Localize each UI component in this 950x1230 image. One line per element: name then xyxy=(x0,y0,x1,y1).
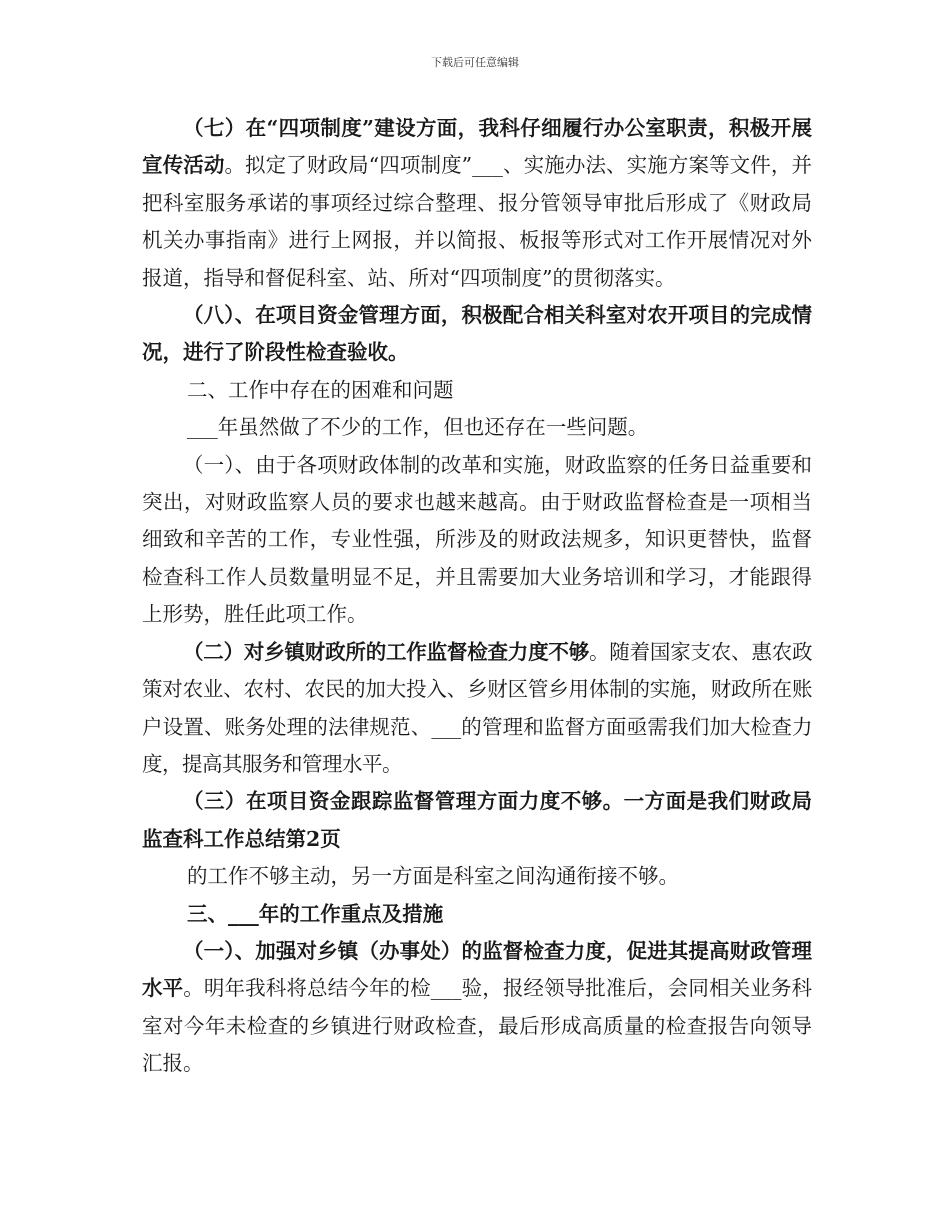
problem-one: （一）、由于各项财政体制的改革和实施，财政监察的任务日益重要和突出，对财政监察人员的要求也越来越高。由于财政监督检查是一项相当细致和辛苦的工作，专业性强，所涉及的财政法规多，知识更替快，监督检查科工作人员数量明显不足，并且需要加大业务培训和学习，才能跟得上形势，胜任此项工作。 xyxy=(142,452,812,627)
document-body xyxy=(142,110,812,1083)
measure-one-lead: （一）、加强对乡镇（办事处）的监督检查力度，促进其提高财政管理水平 xyxy=(142,938,812,1001)
paragraph-seven-lead: （七）在“四项制度”建设方面，我科仔细履行办公室职责，积极开展宣传活动 xyxy=(142,116,812,178)
measure-one xyxy=(142,933,812,1083)
problem-three: （三）在项目资金跟踪监督管理方面力度不够。一方面是我们财政局监查科工作总结第2页 xyxy=(142,789,812,851)
section-two-intro: ___年虽然做了不少的工作，但也还存在一些问题。 xyxy=(187,415,649,440)
problem-two-text: 。随着国家支农、惠农政策对农业、农村、农民的加大投入、乡财区管乡用体制的实施，财政所在账户设置、账务处理的法律规范、___的管理和监督方面亟需我们加大检查力度，提高其服务和管理水平。 xyxy=(142,639,812,776)
problem-two-lead: （二）对乡镇财政所的工作监督检查力度不够 xyxy=(183,639,589,664)
problem-two xyxy=(142,634,812,784)
paragraph-seven-text: 。拟定了财政局“四项制度”___、实施办法、实施方案等文件，并把科室服务承诺的事项经过综合整理、报分管领导审批后形成了《财政局机关办事指南》进行上网报，并以简报、板报等形式对工作开展情况对外报道，指导和督促科室、站、所对“四项制度”的贯彻落实。 xyxy=(142,153,813,290)
paragraph-seven xyxy=(142,110,812,297)
section-heading-two: 二、工作中存在的困难和问题 xyxy=(187,377,454,402)
page-header: 下载后可任意编辑 xyxy=(431,56,519,69)
measure-one-text: 。明年我科将总结今年的检___验，报经领导批准后，会同相关业务科室对今年未检查的乡镇进行财政检查，最后形成高质量的检查报告向领导汇报。 xyxy=(142,976,813,1076)
section-heading-three: 三、___年的工作重点及措施 xyxy=(187,901,444,926)
paragraph-eight: （八）、在项目资金管理方面，积极配合相关科室对农开项目的完成情况，进行了阶段性检查验收。 xyxy=(142,303,812,365)
problem-three-continued: 的工作不够主动，另一方面是科室之间沟通衔接不够。 xyxy=(187,864,679,889)
